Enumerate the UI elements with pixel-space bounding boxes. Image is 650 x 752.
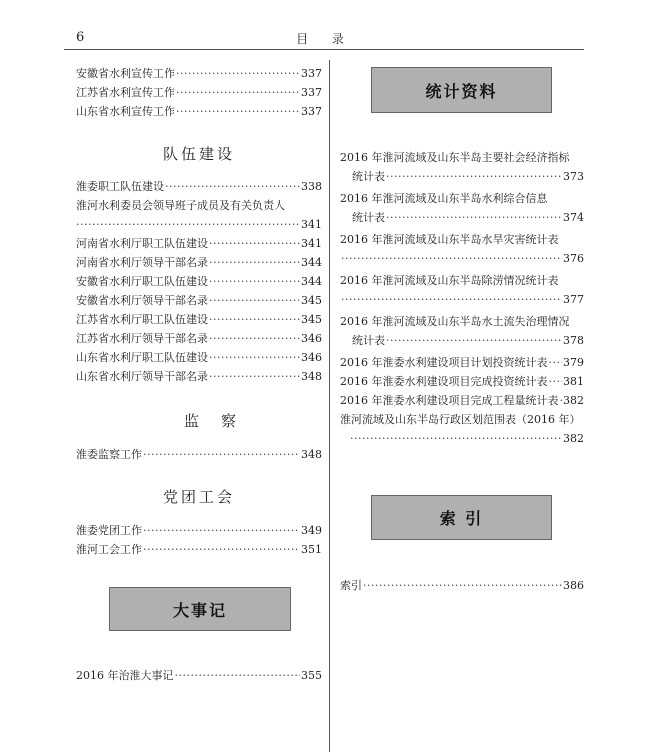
- toc-entry[interactable]: [76, 329, 322, 348]
- toc-entry[interactable]: [340, 189, 584, 227]
- header-rule: [64, 49, 584, 50]
- toc-entry-leader: [340, 290, 584, 309]
- toc-entry-page: 377: [563, 293, 584, 306]
- toc-entry-leader: [340, 429, 584, 448]
- section-box-label: 统计资料: [425, 81, 498, 101]
- page-title: 目 录: [296, 32, 354, 46]
- dot-leader: [549, 372, 563, 391]
- toc-entry-page: 374: [563, 211, 584, 224]
- toc-entry-title: 2016 年淮委水利建设项目计划投资统计表: [340, 356, 548, 369]
- section-box-label: 索 引: [439, 509, 484, 528]
- toc-entry[interactable]: [340, 271, 584, 309]
- toc-entry[interactable]: [76, 253, 322, 272]
- toc-entry-page: 355: [301, 669, 322, 682]
- toc-entry-title: 山东省水利宣传工作: [76, 105, 175, 118]
- toc-group-supervision: [76, 445, 322, 464]
- toc-list-stats: [340, 148, 584, 350]
- dot-leader: [386, 167, 562, 186]
- toc-entry[interactable]: [76, 521, 322, 540]
- toc-entry-page: 348: [301, 448, 322, 461]
- toc-entry-page: 376: [563, 252, 584, 265]
- toc-entry[interactable]: [76, 234, 322, 253]
- toc-entry-page: 381: [563, 375, 584, 388]
- toc-entry[interactable]: [340, 410, 584, 448]
- toc-entry[interactable]: [340, 148, 584, 186]
- toc-entry[interactable]: [76, 272, 322, 291]
- toc-entry-title: 淮河水利委员会领导班子成员及有关负责人: [76, 199, 285, 212]
- toc-group-stats: [340, 148, 584, 448]
- toc-group-index: [340, 576, 584, 595]
- dot-leader: [143, 521, 300, 540]
- toc-entry[interactable]: [76, 64, 322, 83]
- toc-entry-title-continued: 统计表: [352, 334, 385, 347]
- toc-entry-title: 2016 年治淮大事记: [76, 669, 174, 682]
- toc-entry-title: 河南省水利厅职工队伍建设: [76, 237, 208, 250]
- section-box-label: 大事记: [172, 600, 227, 620]
- dot-leader: [549, 353, 563, 372]
- toc-entry-title: 山东省水利厅职工队伍建设: [76, 351, 208, 364]
- toc-entry[interactable]: [340, 576, 584, 595]
- toc-entry-page: 346: [301, 332, 322, 345]
- dot-leader: [341, 290, 562, 309]
- toc-list-events: [76, 666, 322, 685]
- toc-entry-title: 江苏省水利厅领导干部名录: [76, 332, 208, 345]
- toc-entry[interactable]: [76, 666, 322, 685]
- toc-entry[interactable]: [340, 391, 584, 410]
- section-heading-supervision: 监察: [183, 412, 258, 430]
- toc-entry-page: 345: [301, 294, 322, 307]
- dot-leader: [76, 215, 300, 234]
- toc-entry-title: 2016 年淮河流域及山东半岛水利综合信息: [340, 192, 548, 205]
- column-divider: [329, 60, 330, 752]
- section-box-stats: [371, 67, 552, 113]
- dot-leader: [209, 329, 300, 348]
- toc-entry-leader: [76, 215, 322, 234]
- dot-leader: [209, 348, 300, 367]
- toc-entry-title-continued: 统计表: [352, 211, 385, 224]
- toc-entry-page: 386: [563, 579, 584, 592]
- toc-entry[interactable]: [76, 367, 322, 386]
- dot-leader: [176, 102, 300, 121]
- toc-entry-title-continued: 统计表: [352, 170, 385, 183]
- toc-entry-leader: [340, 331, 584, 350]
- toc-group-propaganda: [76, 64, 322, 121]
- dot-leader: [209, 234, 300, 253]
- toc-entry-page: 345: [301, 313, 322, 326]
- toc-list-stats-b: [340, 353, 584, 410]
- toc-entry[interactable]: [76, 83, 322, 102]
- dot-leader: [363, 576, 562, 595]
- toc-entry-title: 2016 年淮河流域及山东半岛水土流失治理情况: [340, 315, 570, 328]
- dot-leader: [175, 666, 301, 685]
- toc-entry-page: 338: [301, 180, 322, 193]
- toc-entry-title: 2016 年淮河流域及山东半岛水旱灾害统计表: [340, 233, 559, 246]
- dot-leader: [176, 64, 300, 83]
- toc-entry[interactable]: [76, 102, 322, 121]
- toc-entry-page: 341: [301, 237, 322, 250]
- toc-entry-page: 344: [301, 275, 322, 288]
- dot-leader: [341, 249, 562, 268]
- section-box-index: [371, 495, 552, 540]
- toc-entry-title: 2016 年淮河流域及山东半岛主要社会经济指标: [340, 151, 570, 164]
- toc-entry[interactable]: [76, 291, 322, 310]
- toc-entry[interactable]: [340, 230, 584, 268]
- toc-entry[interactable]: [340, 312, 584, 350]
- toc-list-team-a: [76, 177, 322, 196]
- toc-entry-page: 373: [563, 170, 584, 183]
- dot-leader: [560, 391, 563, 410]
- toc-group-team: [76, 177, 322, 386]
- section-heading-party: 党团工会: [162, 488, 235, 506]
- toc-entry[interactable]: [76, 348, 322, 367]
- toc-entry-page: 379: [563, 356, 584, 369]
- toc-group-events: [76, 666, 322, 685]
- toc-entry[interactable]: [76, 177, 322, 196]
- toc-entry-title: 淮河流域及山东半岛行政区划范围表（2016 年）: [340, 413, 581, 426]
- toc-entry[interactable]: [76, 196, 322, 234]
- toc-entry-leader: [340, 167, 584, 186]
- section-box-events: [109, 587, 291, 631]
- toc-list-team-b: [76, 234, 322, 386]
- dot-leader: [143, 540, 300, 559]
- toc-entry-page: 337: [301, 67, 322, 80]
- toc-entry[interactable]: [76, 445, 322, 464]
- dot-leader: [176, 83, 300, 102]
- toc-list-party: [76, 521, 322, 559]
- toc-entry-page: 337: [301, 86, 322, 99]
- toc-entry[interactable]: [76, 540, 322, 559]
- dot-leader: [350, 429, 562, 448]
- dot-leader: [143, 445, 300, 464]
- dot-leader: [209, 272, 300, 291]
- dot-leader: [386, 331, 562, 350]
- dot-leader: [209, 291, 300, 310]
- toc-entry-page: 378: [563, 334, 584, 347]
- toc-entry-page: 382: [563, 394, 584, 407]
- toc-entry-title: 淮委职工队伍建设: [76, 180, 164, 193]
- toc-entry[interactable]: [340, 353, 584, 372]
- toc-entry-title: 江苏省水利厅职工队伍建设: [76, 313, 208, 326]
- dot-leader: [165, 177, 300, 196]
- toc-entry-title: 淮委党团工作: [76, 524, 142, 537]
- dot-leader: [386, 208, 562, 227]
- toc-entry-title: 安徽省水利厅职工队伍建设: [76, 275, 208, 288]
- toc-entry-title: 河南省水利厅领导干部名录: [76, 256, 208, 269]
- toc-entry-title: 2016 年淮委水利建设项目完成投资统计表: [340, 375, 548, 388]
- toc-entry-page: 341: [301, 218, 322, 231]
- toc-entry-page: 351: [301, 543, 322, 556]
- left-column: [76, 64, 322, 121]
- toc-entry[interactable]: [340, 372, 584, 391]
- toc-entry-page: 348: [301, 370, 322, 383]
- toc-entry-page: 382: [563, 432, 584, 445]
- toc-list-supervision: [76, 445, 322, 464]
- toc-entry-page: 346: [301, 351, 322, 364]
- toc-entry-leader: [340, 208, 584, 227]
- toc-entry-page: 337: [301, 105, 322, 118]
- toc-entry-title: 山东省水利厅领导干部名录: [76, 370, 208, 383]
- toc-entry-leader: [340, 249, 584, 268]
- toc-entry-title: 淮委监察工作: [76, 448, 142, 461]
- dot-leader: [209, 367, 300, 386]
- toc-list-index: [340, 576, 584, 595]
- toc-entry-title: 安徽省水利宣传工作: [76, 67, 175, 80]
- toc-group-party: [76, 521, 322, 559]
- toc-entry[interactable]: [76, 310, 322, 329]
- toc-entry-title: 2016 年淮河流域及山东半岛除涝情况统计表: [340, 274, 559, 287]
- toc-entry-page: 344: [301, 256, 322, 269]
- dot-leader: [209, 310, 300, 329]
- toc-entry-title: 2016 年淮委水利建设项目完成工程量统计表: [340, 394, 559, 407]
- toc-entry-title: 江苏省水利宣传工作: [76, 86, 175, 99]
- toc-entry-title: 淮河工会工作: [76, 543, 142, 556]
- toc-entry-page: 349: [301, 524, 322, 537]
- page-number: 6: [76, 30, 85, 45]
- toc-entry-title: 安徽省水利厅领导干部名录: [76, 294, 208, 307]
- section-heading-team: 队伍建设: [162, 145, 235, 163]
- dot-leader: [209, 253, 300, 272]
- toc-entry-title: 索引: [340, 579, 362, 592]
